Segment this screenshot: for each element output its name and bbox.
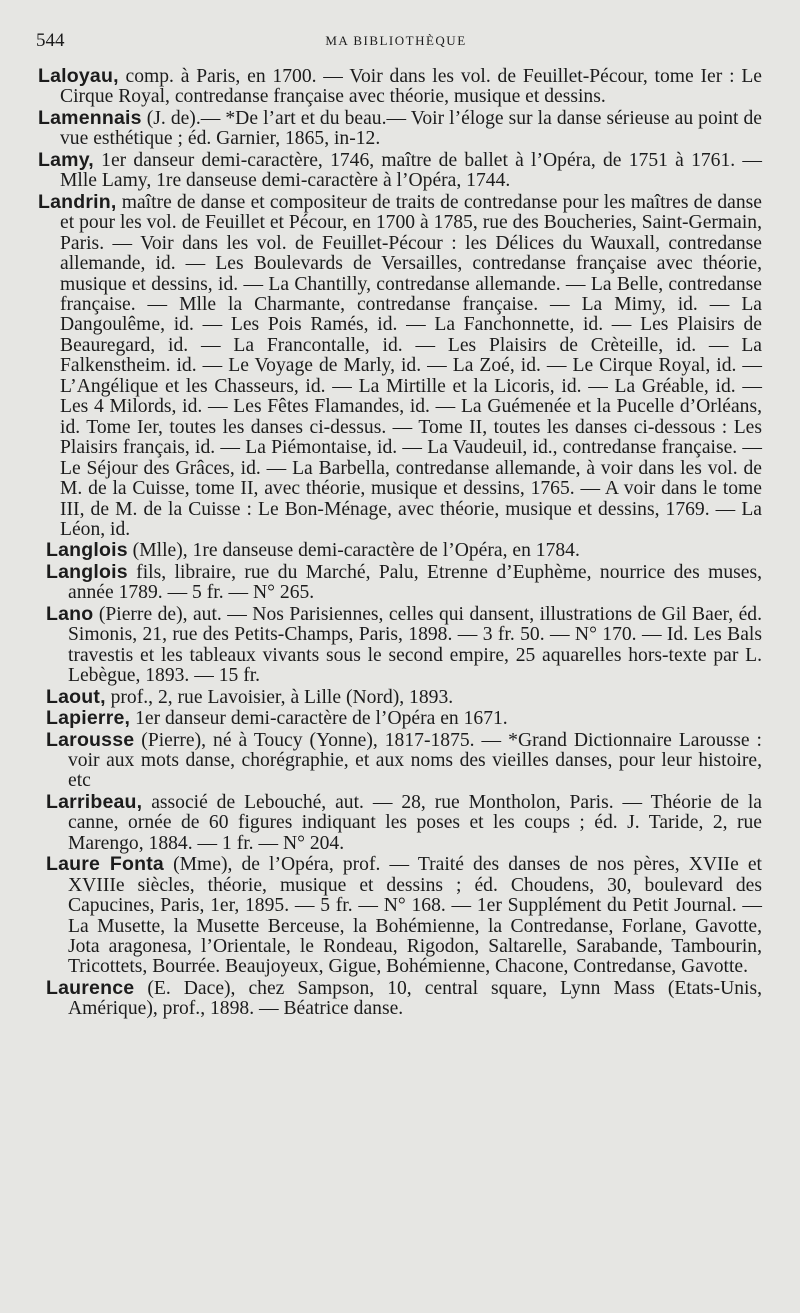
entry-text: comp. à Paris, en 1700. — Voir dans les vol. de Feuillet-Pécour, tome Ier : Le Cirque Royal, contredanse française avec théorie, musique et dessins. <box>60 66 762 108</box>
entry-text: (Mlle), 1re danseuse demi-caractère de l’Opéra, en 1784. <box>127 540 580 562</box>
entry-headword: Lamy, <box>38 148 94 171</box>
entry-text: associé de Lebouché, aut. — 28, rue Montholon, Paris. — Théorie de la canne, ornée de 60 figures indiquant les poses et les coups ; éd. J. Taride, 2, rue Marengo, 1884. — 1 fr. — N° 204. <box>68 791 762 854</box>
entry-larribeau <box>46 792 762 854</box>
entry-text: prof., 2, rue Lavoisier, à Lille (Nord), 1893. <box>105 686 454 708</box>
entry-text: maître de danse et compositeur de traits de contredanse pour les maîtres de danse et pour les vol. de Feuillet et Pécour, en 1700 à 1785, rue des Boucheries, Saint-Germain, Paris. — Voir dans les vol. de Feuillet-Pécour : les Délices du Wauxall, contredanse allemande, id. — Les Boulevards de Versailles, contredanse française avec théorie, musique et dessins, id. — La Chantilly, contredanse allemande. — La Belle, contredanse française. — Mlle la Charmante, contredanse française. — La Mimy, id. — La Dangoulême, id. — Les Pois Ramés, id. — La Fanchonnette, id. — Les Plaisirs de Beauregard, id. — La Francontalle, id. — Les Plaisirs de Crèteille, id. — La Falkenstheim. id. — Le Voyage de Marly, id. — La Zoé, id. — Le Cirque Royal, id. — L’Angélique et les Chasseurs, id. — La Mirtille et la Licoris, id. — La Gréable, id. — Les 4 Milords, id. — Les Fêtes Flamandes, id. — La Guémenée et la Pucelle d’Orléans, id. Tome Ier, toutes les danses ci-dessus. — Tome II, toutes les danses ci-dessous : Les Plaisirs français, id. — La Piémontaise, id. — La Vaudeuil, id., contredanse française. — Le Séjour des Grâces, id. — La Barbella, contredanse allemande, à voir dans les vol. de M. de la Cuisse, tome II, avec théorie, musique et dessins, 1765. — A voir dans le tome III, de M. de la Cuisse : Le Bon-Ménage, avec théorie, musique et dessins, 1769. — La Léon, id. <box>60 191 762 540</box>
entry-laurence <box>46 978 762 1020</box>
entry-headword: Laloyau, <box>38 65 119 87</box>
entry-lapierre <box>46 708 762 729</box>
entry-text: 1er danseur demi-caractère, 1746, maître de ballet à l’Opéra, de 1751 à 1761. — Mlle Lamy, 1re danseuse demi-caractère à l’Opéra, 1744. <box>60 149 762 192</box>
entry-lamy <box>38 150 762 192</box>
entry-headword: Landrin, <box>38 190 117 213</box>
entry-headword: Laurence <box>46 976 135 999</box>
entry-text: 1er danseur demi-caractère de l’Opéra en 1671. <box>130 708 508 730</box>
running-title: MA BIBLIOTHÈQUE <box>325 33 467 48</box>
entry-headword: Larousse <box>46 728 135 751</box>
entry-laure-fonta <box>46 854 762 978</box>
entry-larousse <box>46 730 762 792</box>
entry-text: (J. de).— *De l’art et du beau.— Voir l’éloge sur la danse sérieuse au point de vue esthétique ; éd. Garnier, 1865, in-12. <box>60 107 762 150</box>
entry-list <box>38 66 762 1020</box>
entry-headword: Langlois <box>46 560 128 583</box>
entry-lamennais <box>38 108 762 150</box>
page-number: 544 <box>36 30 65 51</box>
entry-landrin <box>38 192 762 541</box>
entry-headword: Lano <box>46 602 94 625</box>
entry-headword: Langlois <box>46 539 128 562</box>
entry-text: (Pierre de), aut. — Nos Parisiennes, celles qui dansent, illustrations de Gil Baer, éd. Simonis, 21, rue des Petits-Champs, Paris, 1898. — 3 fr. 50. — N° 170. — Id. Les Bals travestis et les tableaux vivants sous le second empire, 25 aquarelles hors-texte par L. Lebègue, 1893. — 15 fr. <box>68 603 762 687</box>
entry-text: fils, libraire, rue du Marché, Palu, Etrenne d’Euphème, nourrice des muses, année 1789. — 5 fr. — N° 265. <box>68 561 762 604</box>
entry-text: (Pierre), né à Toucy (Yonne), 1817-1875. — *Grand Dictionnaire Larousse : voir aux mots danse, chorégraphie, et aux noms des vieilles danses, pour leur histoire, etc <box>68 729 762 792</box>
page-header <box>36 30 756 56</box>
entry-headword: Lamennais <box>38 106 142 129</box>
entry-headword: Laout, <box>46 685 106 708</box>
entry-laloyau <box>38 66 762 108</box>
entry-laout <box>46 687 762 708</box>
entry-langlois-mlle <box>46 540 762 561</box>
entry-text: (Mme), de l’Opéra, prof. — Traité des danses de nos pères, XVIIe et XVIIIe siècles, théorie, musique et dessins ; éd. Choudens, 30, boulevard des Capucines, Paris, 1er, 1895. — 5 fr. — N° 168. — 1er Supplément du Petit Journal. — La Musette, la Musette Berceuse, la Bohémienne, la Contredanse, Forlane, Gavotte, Jota aragonesa, l’Orientale, le Rondeau, Rigodon, Saltarelle, Sarabande, Tambourin, Tricottets, Bourrée. Beaujoyeux, Gigue, Bohémienne, Chacone, Contredanse, Gavotte. <box>68 854 762 978</box>
entry-headword: Larribeau, <box>46 790 143 813</box>
entry-lano <box>46 604 762 687</box>
entry-langlois-fils <box>46 562 762 604</box>
entry-text: (E. Dace), chez Sampson, 10, central square, Lynn Mass (Etats-Unis, Amérique), prof., 1898. — Béatrice danse. <box>68 977 762 1020</box>
entry-headword: Laure Fonta <box>46 853 164 876</box>
entry-headword: Lapierre, <box>46 707 131 730</box>
